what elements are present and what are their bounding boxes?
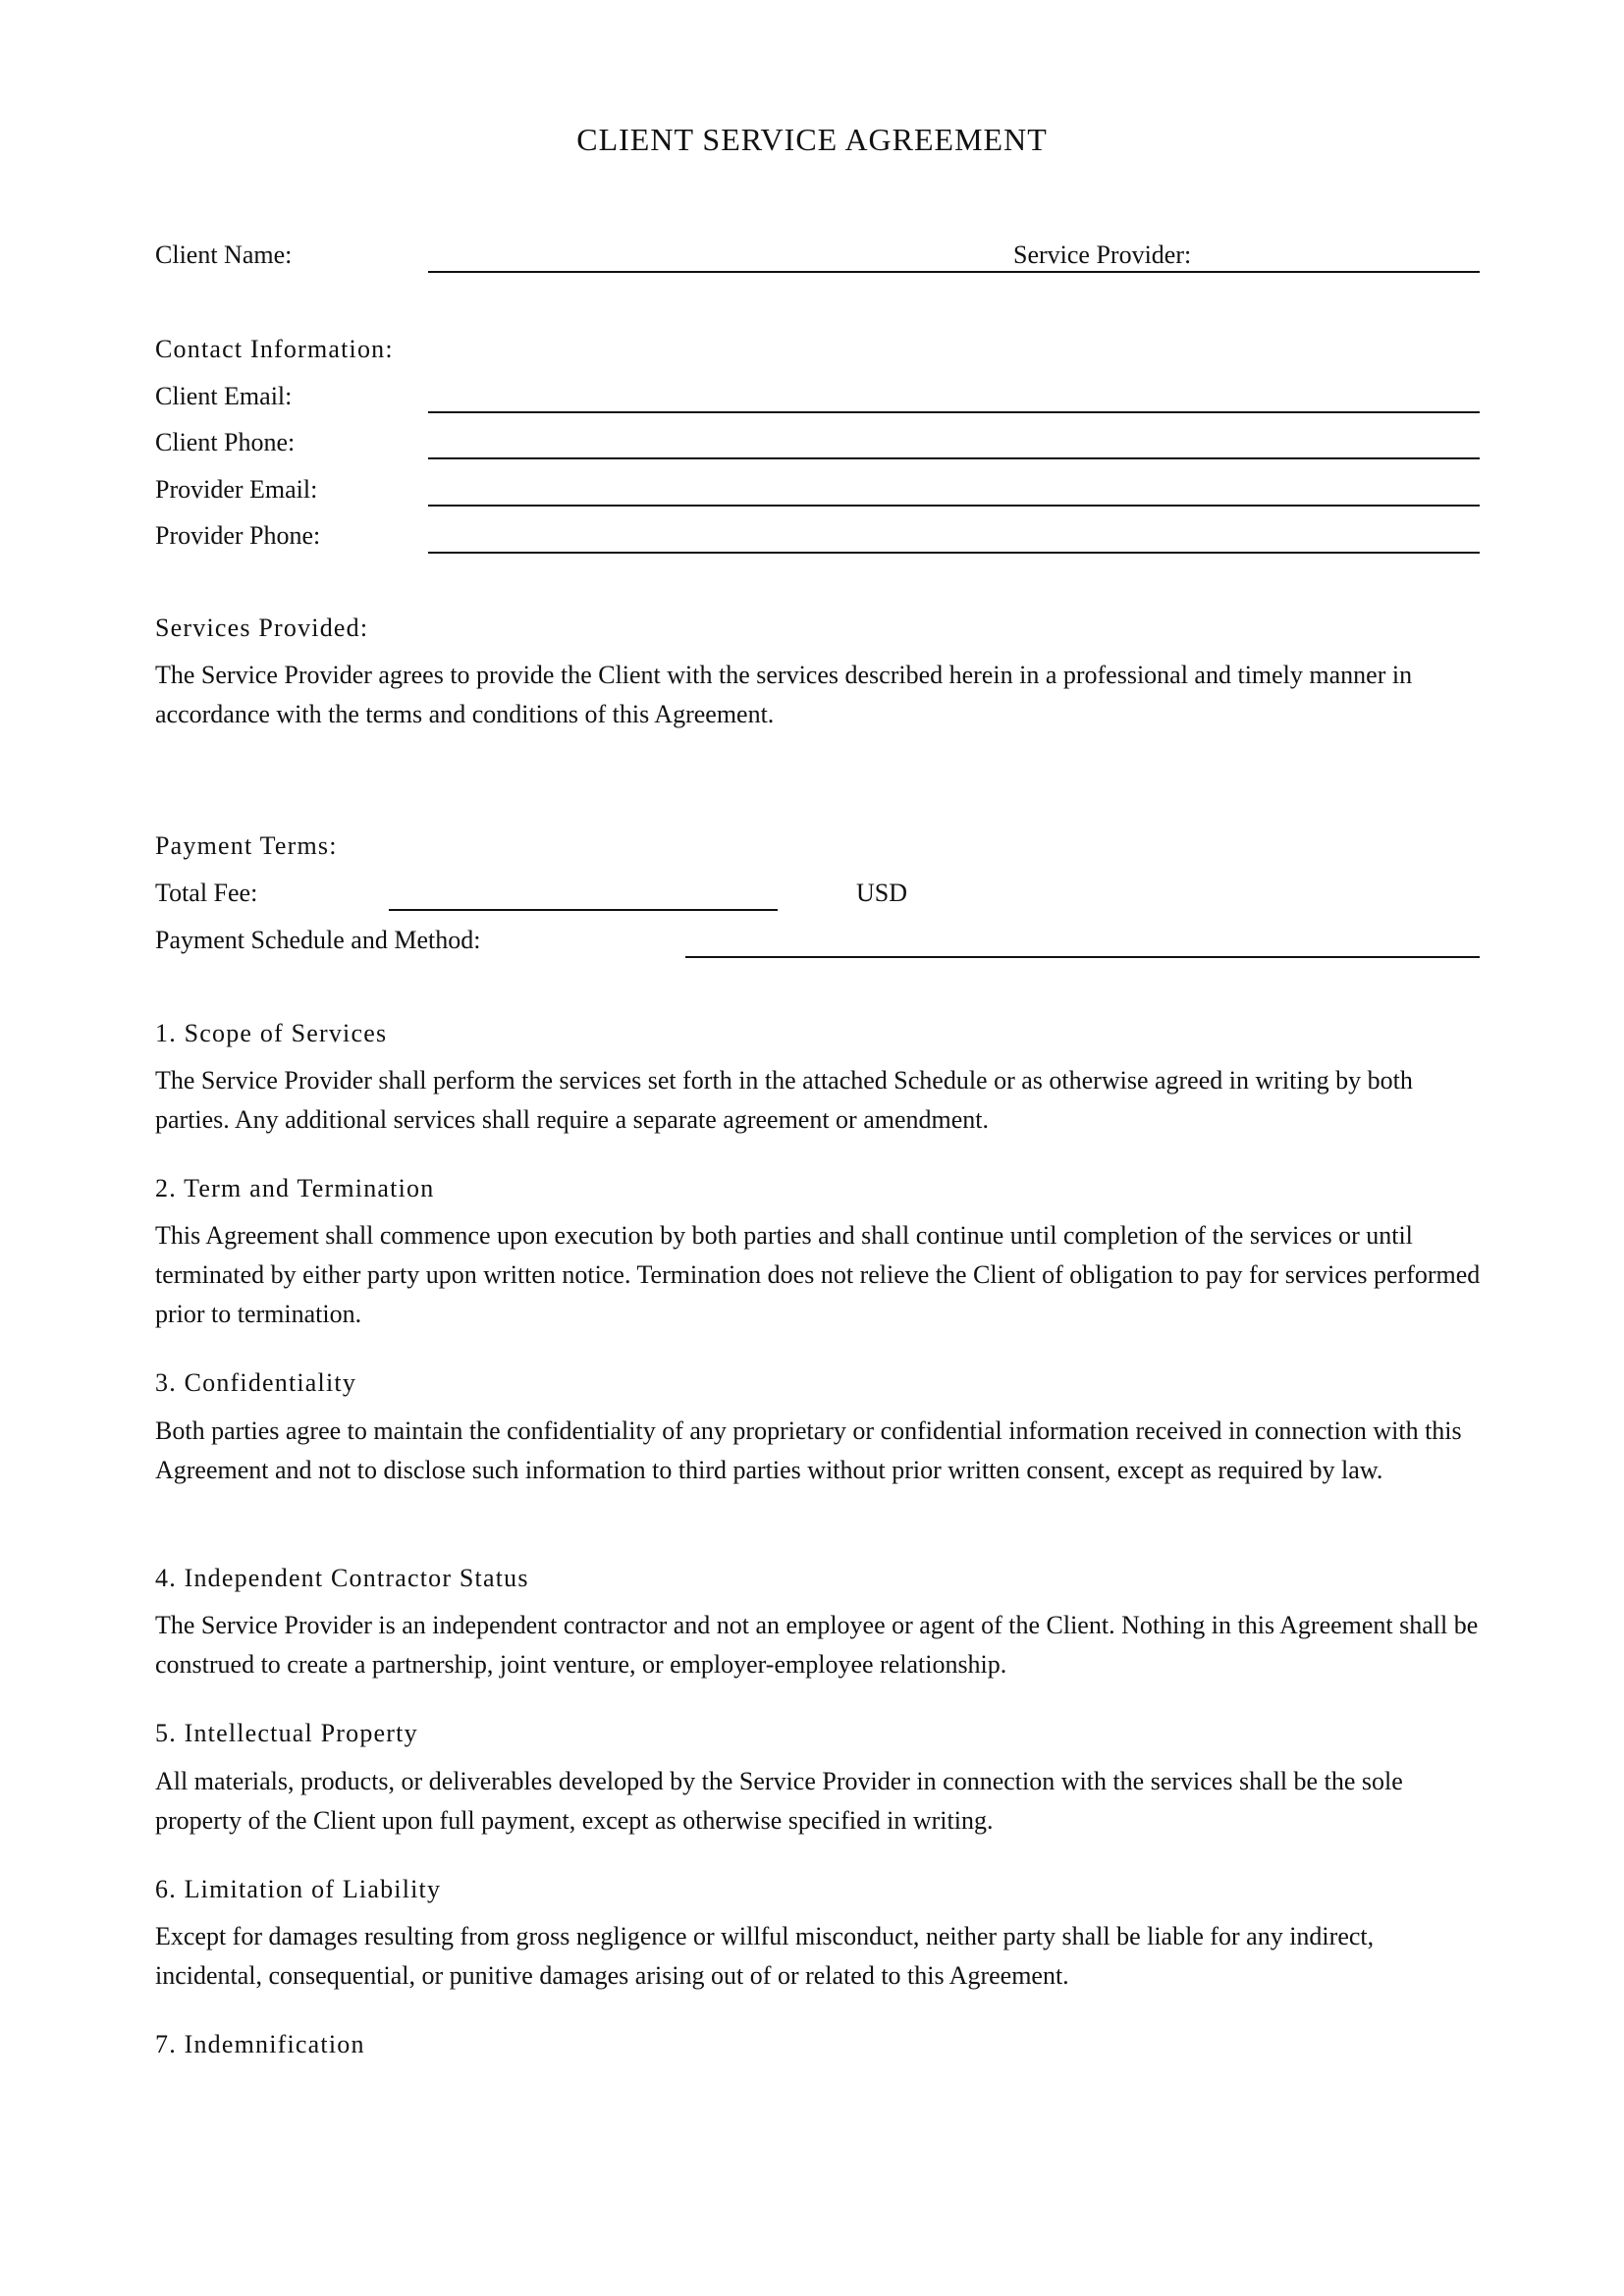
client-name-field[interactable] xyxy=(428,271,1480,273)
section-text-scope: The Service Provider shall perform the services set forth in the attached Schedule or as otherwise agreed in writing by both parties. Any additional services shall require a separate agreement or amendment. xyxy=(155,1066,1413,1134)
section-text-contractor-status: The Service Provider is an independent contractor and not an employee or agent of the Client. Nothing in this Agreement shall be construed to create a partnership, joint venture, or employer-employee relationship. xyxy=(155,1611,1479,1679)
client-phone-label: Client Phone: xyxy=(155,428,296,456)
section-heading-term: 2. Term and Termination xyxy=(155,1174,435,1202)
provider-email-label: Provider Email: xyxy=(155,475,318,504)
currency-label: USD xyxy=(856,879,908,907)
provider-email-field[interactable] xyxy=(428,505,1480,507)
services-text: The Service Provider agrees to provide the Client with the services described herein in a professional and timely manner in accordance with the terms and conditions of this Agreement. xyxy=(155,661,1413,728)
payment-schedule-field[interactable] xyxy=(685,956,1480,958)
document-title: CLIENT SERVICE AGREEMENT xyxy=(576,122,1048,157)
section-text-term: This Agreement shall commence upon execution by both parties and shall continue until completion of the services or until terminated by either party upon written notice. Termination does not relieve the Client of obligation to pay for services performed prior to termination. xyxy=(155,1221,1481,1328)
client-name-label: Client Name: xyxy=(155,240,293,269)
client-phone-field[interactable] xyxy=(428,457,1480,459)
provider-phone-field[interactable] xyxy=(428,552,1480,554)
client-email-label: Client Email: xyxy=(155,382,293,410)
section-text-confidentiality: Both parties agree to maintain the confidentiality of any proprietary or confidential information received in connection with this Agreement and not to disclose such information to third parties without prior written consent, except as required by law. xyxy=(155,1416,1462,1484)
total-fee-label: Total Fee: xyxy=(155,879,258,907)
section-heading-liability: 6. Limitation of Liability xyxy=(155,1875,442,1903)
section-text-liability: Except for damages resulting from gross negligence or willful misconduct, neither party shall be liable for any indirect, incidental, consequential, or punitive damages arising out of or related to this Agreement. xyxy=(155,1922,1375,1990)
service-provider-label: Service Provider: xyxy=(1013,240,1195,271)
contact-heading: Contact Information: xyxy=(155,335,394,363)
section-heading-indemnification: 7. Indemnification xyxy=(155,2030,365,2058)
payment-schedule-label: Payment Schedule and Method: xyxy=(155,926,481,954)
section-heading-contractor-status: 4. Independent Contractor Status xyxy=(155,1564,529,1592)
services-heading: Services Provided: xyxy=(155,614,369,642)
section-heading-intellectual-property: 5. Intellectual Property xyxy=(155,1719,418,1747)
section-heading-scope: 1. Scope of Services xyxy=(155,1019,388,1047)
payment-heading: Payment Terms: xyxy=(155,831,338,860)
client-email-field[interactable] xyxy=(428,411,1480,413)
provider-phone-label: Provider Phone: xyxy=(155,521,321,550)
section-heading-confidentiality: 3. Confidentiality xyxy=(155,1368,357,1397)
total-fee-field[interactable] xyxy=(389,909,778,911)
section-text-intellectual-property: All materials, products, or deliverables developed by the Service Provider in connection with the services shall be the sole property of the Client upon full payment, except as otherwise specified in writing. xyxy=(155,1767,1403,1835)
